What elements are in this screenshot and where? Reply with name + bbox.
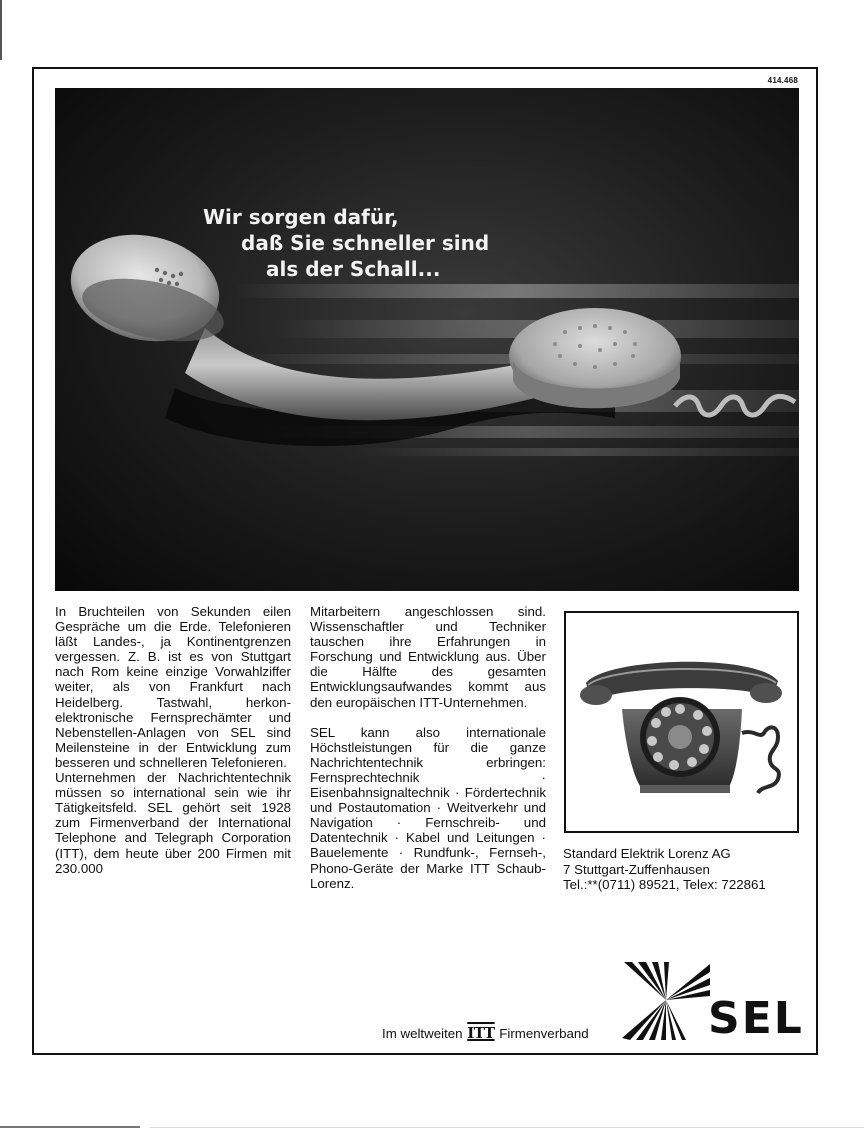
telephone-handset-illustration [55, 88, 799, 591]
scan-edge-rule [0, 1126, 140, 1128]
desk-telephone-photo [564, 611, 799, 833]
body-column-left [55, 604, 291, 876]
reference-number: 414.468 [767, 76, 798, 85]
sel-burst-logo-icon [620, 960, 712, 1042]
company-address-block [563, 846, 823, 893]
company-city: 7 Stuttgart-Zuffenhausen [563, 861, 710, 877]
body-column-middle [310, 604, 546, 891]
tagline-text-after: Firmenverband [499, 1026, 589, 1041]
body-paragraph: Unternehmen der Nachrichtentechnik müssen so international sein wie ihr Tätigkeitsfeld. SEL gehört seit 1928 zum Firmenverband der International Telephone and Telegraph Corporation (ITT), dem heute über 200 Firmen mit 230.000 [55, 770, 291, 876]
headline-line-1: Wir sorgen dafür, [203, 205, 399, 229]
hero-photo [55, 88, 799, 591]
network-tagline [382, 1024, 589, 1042]
body-paragraph: Mitarbeitern angeschlossen sind. Wissenschaftler und Techniker tauschen ihre Erfahrungen in Forschung und Entwicklung aus. Über die Hälfte des gesamten Entwicklungsaufwandes kommt aus den europäischen ITT-Unternehmen. [310, 604, 546, 710]
headline [55, 204, 799, 282]
rotary-telephone-icon [566, 613, 797, 831]
body-paragraph: SEL kann also internationale Höchstleistungen für die ganze Nachrichtentechnik erbringen: Fernsprechtechnik · Eisenbahnsignaltechnik · Fördertechnik und Postautomation · Weitverkehr und Navigation · Fernschreib- und Datentechnik · Kabel und Leitungen · Bauelemente · Rundfunk-, Fernseh-, Phono-Geräte der Marke ITT Schaub-Lorenz. [310, 724, 546, 891]
scan-edge-mark [0, 0, 2, 60]
headline-line-3: als der Schall... [266, 257, 441, 281]
body-paragraph: In Bruchteilen von Sekunden eilen Gespräche um die Erde. Telefonieren läßt Landes-, ja Kontinentgrenzen vergessen. Z. B. ist es von Stuttgart nach Rom keine einzige Vorwahlziffer weiter, als von Frankfurt nach Heidelberg. Tastwahl, herkon-elektronische Fernsprechämter und Nebenstellen-Anlagen von SEL sind Meilensteine in der Entwicklung zum besseren und schnelleren Telefonieren. [55, 604, 291, 770]
company-name: Standard Elektrik Lorenz AG [563, 846, 731, 861]
scan-edge-rule [150, 1127, 864, 1128]
company-contact: Tel.:**(0711) 89521, Telex: 722861 [563, 877, 766, 893]
sel-logo: SEL [708, 993, 804, 1044]
tagline-text-before: Im weltweiten [382, 1026, 463, 1041]
itt-logo-text: ITT [467, 1024, 495, 1042]
headline-line-2: daß Sie schneller sind [241, 231, 490, 255]
